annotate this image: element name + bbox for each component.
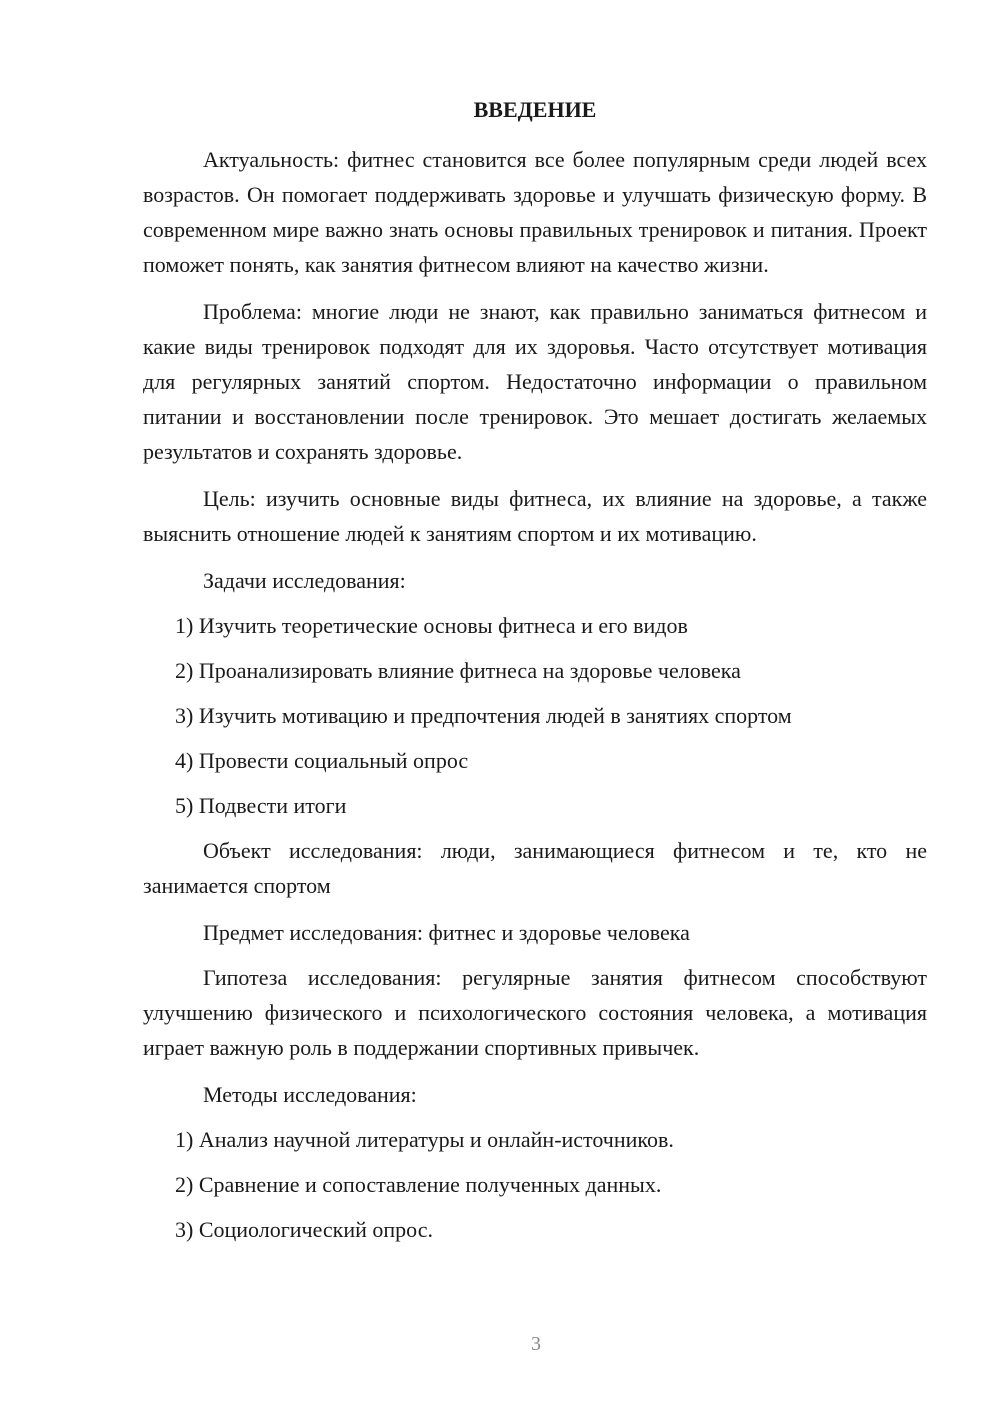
methods-list [143, 1122, 927, 1247]
hypothesis-paragraph: Гипотеза исследования: регулярные занятия фитнесом способствуют улучшению физического и психологического состояния человека, а мотивация играет важную роль в поддержании спортивных привычек. [143, 965, 927, 1060]
methods-title: Методы исследования: [203, 1082, 417, 1107]
list-item: 2) Проанализировать влияние фитнеса на здоровье человека [175, 658, 741, 683]
section-heading: ВВЕДЕНИЕ [473, 97, 597, 122]
tasks-list [143, 608, 927, 823]
subject-line: Предмет исследования: фитнес и здоровье человека [203, 920, 690, 945]
list-item: 3) Социологический опрос. [175, 1217, 433, 1242]
list-item: 1) Изучить теоретические основы фитнеса и его видов [175, 613, 688, 638]
problem-paragraph: Проблема: многие люди не знают, как правильно заниматься фитнесом и какие виды тренировок подходят для их здоровья. Часто отсутствует мотивация для регулярных занятий спортом. Недостаточно информации о правильном питании и восстановлении после тренировок. Это мешает достигать желаемых результатов и сохранять здоровье. [143, 299, 927, 464]
tasks-title: Задачи исследования: [203, 568, 406, 593]
page-number: 3 [531, 1333, 541, 1355]
list-item: 1) Анализ научной литературы и онлайн-источников. [175, 1127, 674, 1152]
list-item: 5) Подвести итоги [175, 793, 347, 818]
list-item: 3) Изучить мотивацию и предпочтения людей в занятиях спортом [175, 703, 792, 728]
list-item: 2) Сравнение и сопоставление полученных данных. [175, 1172, 662, 1197]
goal-paragraph: Цель: изучить основные виды фитнеса, их влияние на здоровье, а также выяснить отношение людей к занятиям спортом и их мотивацию. [143, 486, 927, 546]
object-paragraph: Объект исследования: люди, занимающиеся фитнесом и те, кто не занимается спортом [143, 838, 927, 898]
page-content [143, 96, 927, 1257]
list-item: 4) Провести социальный опрос [175, 748, 469, 773]
relevance-paragraph: Актуальность: фитнес становится все более популярным среди людей всех возрастов. Он помогает поддерживать здоровье и улучшать физическую форму. В современном мире важно знать основы правильных тренировок и питания. Проект поможет понять, как занятия фитнесом влияют на качество жизни. [143, 147, 927, 277]
